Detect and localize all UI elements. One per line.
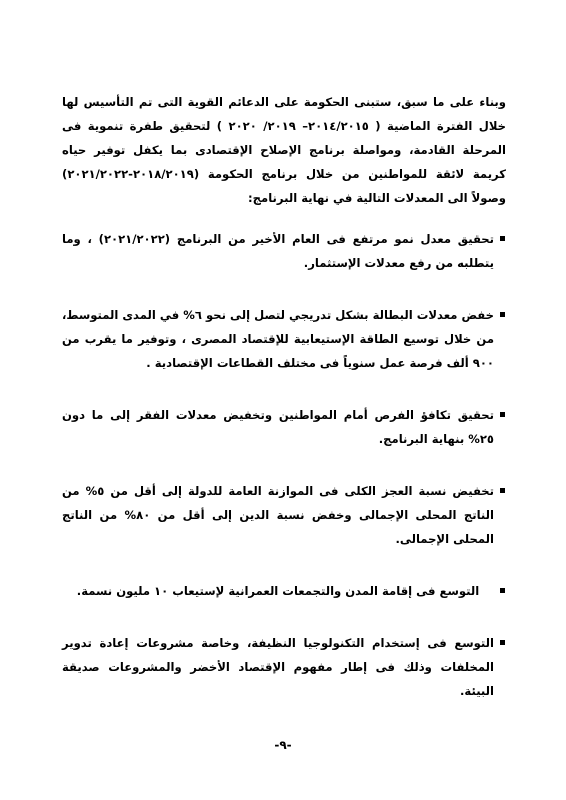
goal-poverty: تحقيق تكافؤ الفرص أمام المواطنين وتخفيض معدلات الفقر إلى ما دون ٢٥% بنهاية البرنامج. bbox=[62, 403, 506, 451]
page-content bbox=[62, 90, 506, 731]
goal-urban-expansion: التوسع فى إقامة المدن والتجمعات العمرانية لإستيعاب ١٠ مليون نسمة. bbox=[62, 579, 506, 603]
goal-clean-technology: التوسع فى إستخدام التكنولوجيا النظيفة، وخاصة مشروعات إعادة تدوير المخلفات وذلك فى إطار مفهوم الإقتصاد الأخضر والمشروعات صديقة البيئة. bbox=[62, 631, 506, 703]
page-number: -٩- bbox=[274, 738, 292, 752]
goals-list bbox=[62, 227, 506, 703]
goal-deficit-debt: تخفيض نسبة العجز الكلى فى الموازنة العامة للدولة إلى أقل من ٥% من الناتج المحلى الإجمالى وخفض نسبة الدين إلى أقل من ٨٠% من الناتج المحلى الإجمالى. bbox=[62, 479, 506, 551]
intro-paragraph: وبناء على ما سبق، ستبنى الحكومة على الدعائم القوية التى تم التأسيس لها خلال الفترة الماضية ( ٢٠١٤/٢٠١٥– ٢٠١٩/ ٢٠٢٠ ) لتحقيق طفرة تنموية فى المرحلة القادمة، ومواصلة برنامج الإصلاح الإقتصادى بما يكفل توفير حياه كريمة لائقة للمواطنين من خلال برنامج الحكومة (٢٠١٨/٢٠١٩-٢٠٢١/٢٠٢٢) وصولاً الى المعدلات التالية في نهاية البرنامج: bbox=[62, 95, 506, 205]
goal-growth-rate: تحقيق معدل نمو مرتفع فى العام الأخير من البرنامج (٢٠٢١/٢٠٢٢) ، وما يتطلبه من رفع معدلات الإستثمار. bbox=[62, 227, 506, 275]
goal-unemployment: خفض معدلات البطالة بشكل تدريجي لتصل إلى نحو ٦% في المدى المتوسط، من خلال توسيع الطاقة الإستيعابية للإقتصاد المصرى ، وتوفير ما يقرب من ٩٠٠ ألف فرصة عمل سنوياً فى مختلف القطاعات الإقتصادية . bbox=[62, 303, 506, 375]
